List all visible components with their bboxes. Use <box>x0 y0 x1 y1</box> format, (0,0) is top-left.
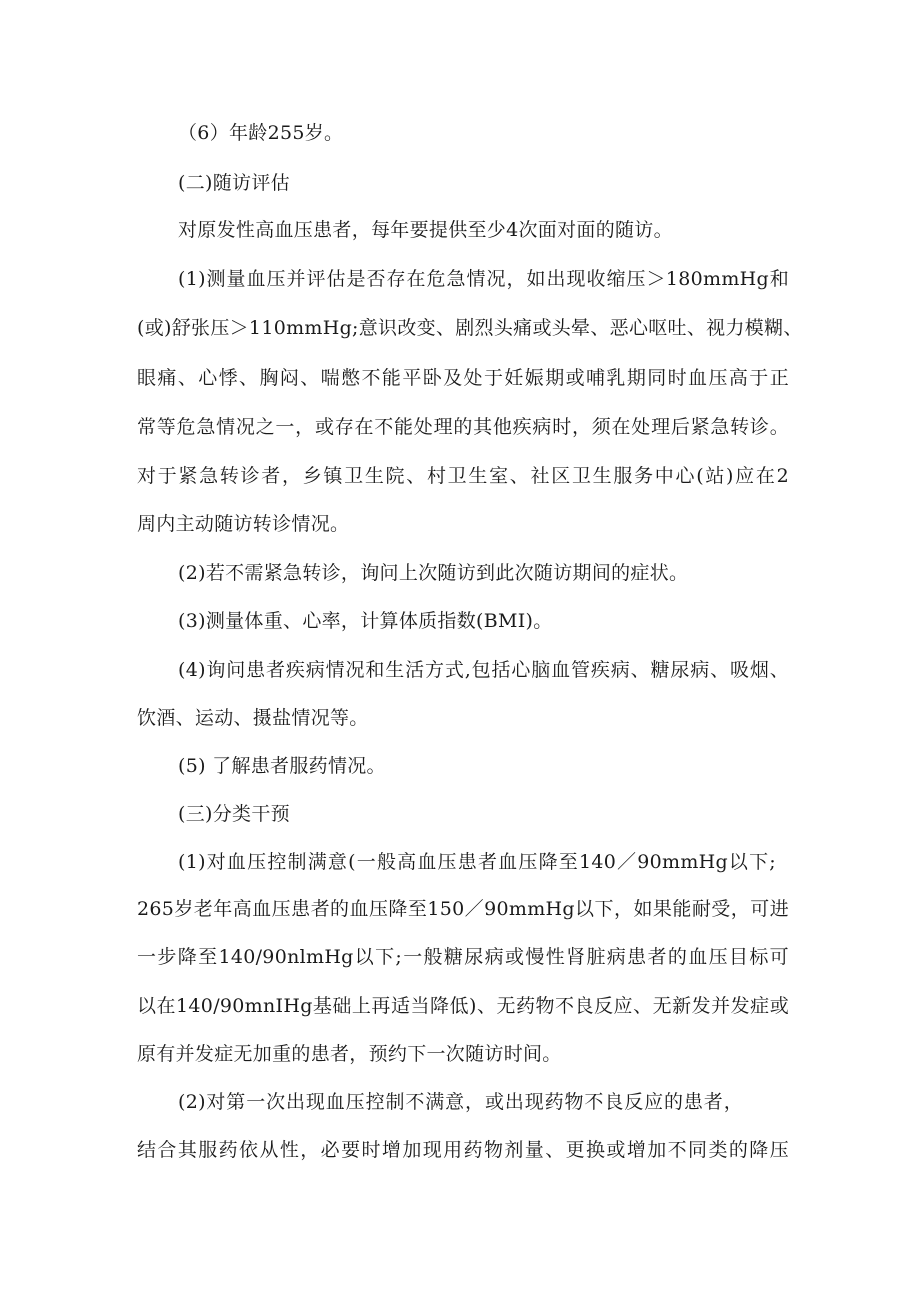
text-line: (1)测量血压并评估是否存在危急情况，如出现收缩压＞180mmHg和 <box>178 268 789 290</box>
text-line: 以在140/90mnIHg基础上再适当降低)、无药物不良反应、无新发并发症或 <box>137 995 789 1017</box>
text-line: 结合其服药依从性，必要时增加现用药物剂量、更换或增加不同类的降压 <box>137 1139 789 1161</box>
text-line: (或)舒张压＞110mmHg;意识改变、剧烈头痛或头晕、恶心呕吐、视力模糊、 <box>137 317 803 339</box>
text-line: 周内主动随访转诊情况。 <box>137 513 350 535</box>
text-line: 对原发性高血压患者，每年要提供至少4次面对面的随访。 <box>178 219 673 241</box>
text-line: 饮酒、运动、摄盐情况等。 <box>137 707 369 729</box>
section-heading: (三)分类干预 <box>178 803 290 825</box>
text-line: 眼痛、心悸、胸闷、喘憋不能平卧及处于妊娠期或哺乳期同时血压高于正 <box>137 367 789 389</box>
text-line: （6）年龄255岁。 <box>178 122 344 144</box>
text-line: 265岁老年高血压患者的血压降至150／90mmHg以下，如果能耐受，可进 <box>137 898 789 920</box>
text-line: (1)对血压控制满意(一般高血压患者血压降至140／90mmHg以下; <box>178 851 776 873</box>
text-line: (4)询问患者疾病情况和生活方式,包括心脑血管疾病、糖尿病、吸烟、 <box>178 659 789 681</box>
text-line: 原有并发症无加重的患者，预约下一次随访时间。 <box>137 1043 562 1065</box>
text-line: (2)对第一次出现血压控制不满意，或出现药物不良反应的患者， <box>178 1091 743 1113</box>
text-line: 一步降至140/90nlmHg以下;一般糖尿病或慢性肾脏病患者的血压目标可 <box>137 946 789 968</box>
text-line: (2)若不需紧急转诊，询问上次随访到此次随访期间的症状。 <box>178 562 689 584</box>
text-line: 常等危急情况之一，或存在不能处理的其他疾病时，须在处理后紧急转诊。 <box>137 416 789 438</box>
section-heading: (二)随访评估 <box>178 172 290 194</box>
text-line: (5) 了解患者服药情况。 <box>178 755 386 777</box>
text-line: 对于紧急转诊者，乡镇卫生院、村卫生室、社区卫生服务中心(站)应在2 <box>137 465 789 487</box>
text-line: (3)测量体重、心率，计算体质指数(BMI)。 <box>178 610 553 632</box>
